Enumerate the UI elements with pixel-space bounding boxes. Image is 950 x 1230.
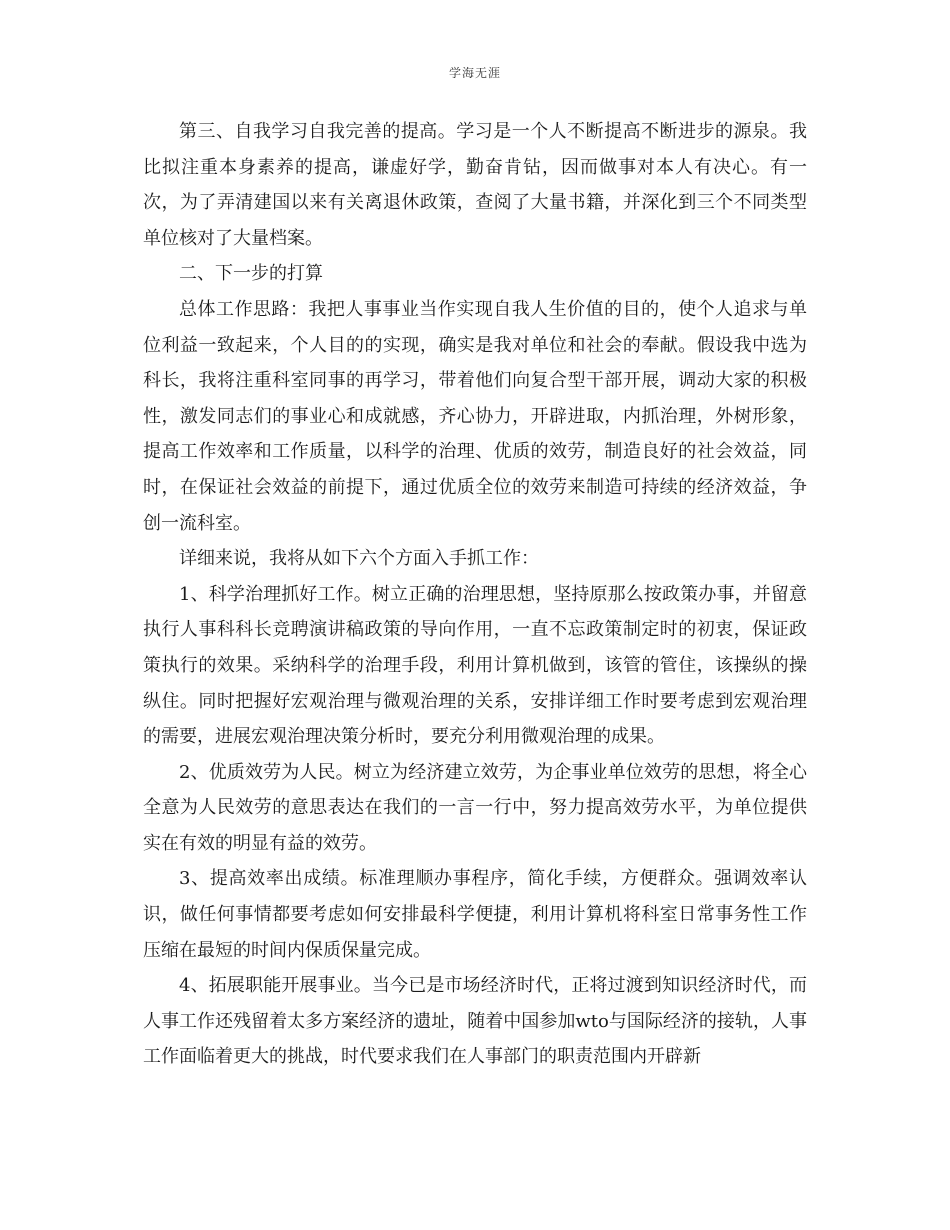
page-header: 学海无涯	[448, 66, 501, 80]
paragraph-six-aspects-intro: 详细来说，我将从如下六个方面入手抓工作：	[179, 548, 539, 570]
paragraph-item-1: 1、科学治理抓好工作。树立正确的治理思想，坚持原那么按政策办事，并留意执行人事科科长竞聘演讲稿政策的导向作用，一直不忘政策制定时的初衷，保证政策执行的效果。采纳科学的治理手段，利用计算机做到，该管的管住，该操纵的操纵住。同时把握好宏观治理与微观治理的关系，安排详细工作时要考虑到宏观治理的需要，进展宏观治理决策分析时，要充分利用微观治理的成果。	[143, 583, 807, 748]
paragraph-item-4: 4、拓展职能开展事业。当今已是市场经济时代，正将过渡到知识经济时代，而人事工作还残留着太多方案经济的遗址，随着中国参加wto与国际经济的接轨，人事工作面临着更大的挑战，时代要求我们在人事部门的职责范围内开辟新	[143, 975, 807, 1068]
paragraph-item-2: 2、优质效劳为人民。树立为经济建立效劳，为企事业单位效劳的思想，将全心全意为人民效劳的意思表达在我们的一言一行中，努力提高效劳水平，为单位提供实在有效的明显有益的效劳。	[143, 761, 807, 854]
paragraph-self-learning: 第三、自我学习自我完善的提高。学习是一个人不断提高不断进步的源泉。我比拟注重本身素养的提高，谦虚好学，勤奋肯钻，因而做事对本人有决心。有一次，为了弄清建国以来有关离退休政策，查阅了大量书籍，并深化到三个不同类型单位核对了大量档案。	[143, 121, 807, 249]
paragraph-item-3: 3、提高效率出成绩。标准理顺办事程序，简化手续，方便群众。强调效率认识，做任何事情都要考虑如何安排最科学便捷，利用计算机将科室日常事务性工作压缩在最短的时间内保质保量完成。	[143, 868, 807, 961]
section-heading-next-plan: 二、下一步的打算	[179, 263, 323, 285]
document-body	[143, 114, 807, 1075]
paragraph-overall-approach: 总体工作思路：我把人事事业当作实现自我人生价值的目的，使个人追求与单位利益一致起来，个人目的的实现，确实是我对单位和社会的奉献。假设我中选为科长，我将注重科室同事的再学习，带着他们向复合型干部开展，调动大家的积极性，激发同志们的事业心和成就感，齐心协力，开辟进取，内抓治理，外树形象，提高工作效率和工作质量，以科学的治理、优质的效劳，制造良好的社会效益，同时，在保证社会效益的前提下，通过优质全位的效劳来制造可持续的经济效益，争创一流科室。	[143, 298, 807, 534]
